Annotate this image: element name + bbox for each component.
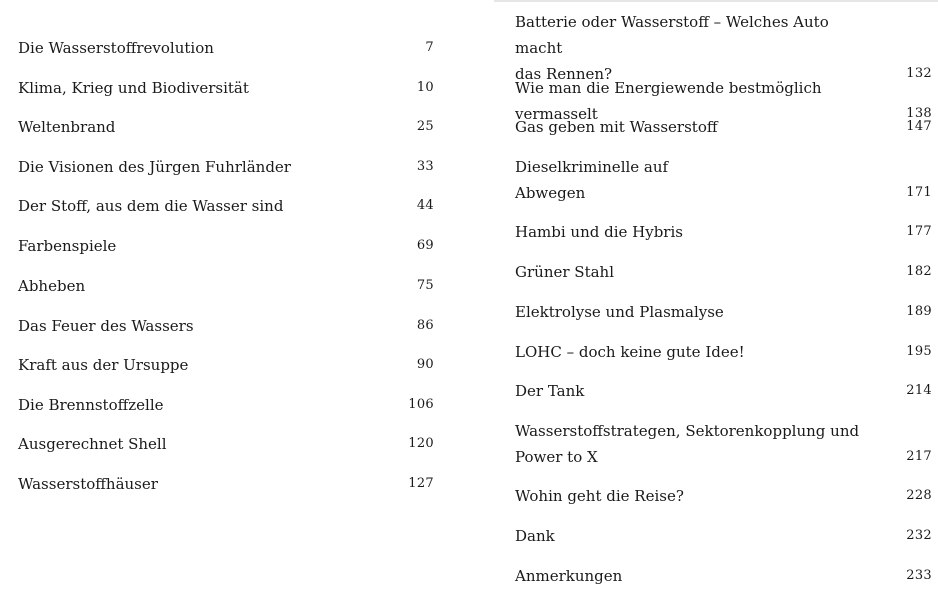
toc-entry-title: Das Feuer des Wassers: [18, 317, 194, 335]
toc-entry-title: Dank: [515, 527, 555, 545]
toc-entry[interactable]: [18, 75, 434, 101]
toc-entry-page: 127: [408, 476, 434, 491]
toc-entry[interactable]: [515, 523, 932, 549]
toc-entry-title: Abheben: [18, 277, 86, 295]
toc-entry[interactable]: [515, 299, 932, 325]
toc-entry[interactable]: [515, 219, 932, 245]
toc-entry-title: Dieselkriminelle auf Abwegen: [515, 158, 669, 202]
toc-entry-page: 75: [416, 278, 434, 293]
toc-entry-page: 7: [425, 40, 434, 55]
toc-entry-page: 90: [416, 357, 434, 372]
toc-entry-title: Klima, Krieg und Biodiversität: [18, 79, 249, 97]
toc-entry-page: 232: [906, 528, 932, 543]
toc-entry-title: Der Tank: [515, 382, 585, 400]
toc-entry-title: Wasserstoffstrategen, Sektorenkopplung und Power to X: [515, 422, 860, 466]
toc-entry[interactable]: [18, 233, 434, 259]
toc-entry[interactable]: [18, 114, 434, 140]
page-top-rule: [494, 0, 938, 2]
toc-entry[interactable]: [515, 154, 932, 206]
toc-entry-title: Farbenspiele: [18, 237, 117, 255]
toc-entry[interactable]: [515, 563, 932, 589]
toc-entry-title: Die Visionen des Jürgen Fuhrländer: [18, 158, 291, 176]
toc-entry-page: 132: [906, 66, 932, 81]
toc-entry[interactable]: [18, 313, 434, 339]
toc-entry-title: Elektrolyse und Plasmalyse: [515, 303, 724, 321]
toc-entry-title: Wasserstoffhäuser: [18, 475, 158, 493]
toc-entry-page: 69: [416, 238, 434, 253]
toc-entry-title: Kraft aus der Ursuppe: [18, 356, 189, 374]
toc-entry-page: 182: [906, 264, 932, 279]
toc-entry-page: 44: [416, 198, 434, 213]
toc-entry-title: Anmerkungen: [515, 567, 623, 585]
toc-entry-page: 120: [408, 436, 434, 451]
toc-entry-title: Wohin geht die Reise?: [515, 487, 684, 505]
toc-entry[interactable]: [515, 378, 932, 404]
toc-entry-page: 106: [408, 397, 434, 412]
toc-entry-title: Hambi und die Hybris: [515, 223, 683, 241]
toc-entry-page: 138: [906, 106, 932, 121]
toc-entry-page: 171: [906, 185, 932, 200]
toc-entry-page: 233: [906, 568, 932, 583]
toc-entry[interactable]: [18, 273, 434, 299]
toc-entry-page: 177: [906, 224, 932, 239]
toc-entry-page: 195: [906, 344, 932, 359]
toc-entry-title: Wie man die Energiewende bestmöglich vermasselt: [515, 79, 822, 123]
toc-entry[interactable]: [18, 352, 434, 378]
toc-entry-page: 147: [906, 119, 932, 134]
toc-entry-title: Ausgerechnet Shell: [18, 435, 167, 453]
toc-entry[interactable]: [515, 339, 932, 365]
toc-entry[interactable]: [18, 154, 434, 180]
toc-entry[interactable]: [515, 114, 932, 140]
toc-entry[interactable]: [515, 483, 932, 509]
toc-entry-page: 33: [416, 159, 434, 174]
toc-entry-page: 228: [906, 488, 932, 503]
toc-entry-page: 86: [416, 318, 434, 333]
toc-entry[interactable]: [18, 431, 434, 457]
toc-entry-title: Die Brennstoffzelle: [18, 396, 164, 414]
toc-entry-title: Weltenbrand: [18, 118, 116, 136]
toc-entry-title: Gas geben mit Wasserstoff: [515, 118, 718, 136]
toc-entry-page: 189: [906, 304, 932, 319]
toc-entry[interactable]: [18, 35, 434, 61]
toc-entry[interactable]: [18, 471, 434, 497]
toc-entry-title: Die Wasserstoffrevolution: [18, 39, 214, 57]
toc-entry[interactable]: [515, 259, 932, 285]
toc-entry[interactable]: [18, 392, 434, 418]
toc-entry-title: LOHC – doch keine gute Idee!: [515, 343, 745, 361]
toc-entry-page: 10: [416, 80, 434, 95]
toc-entry-page: 217: [906, 449, 932, 464]
toc-entry-page: 214: [906, 383, 932, 398]
toc-entry-page: 25: [416, 119, 434, 134]
toc-entry[interactable]: [515, 418, 932, 470]
toc-entry-title: Grüner Stahl: [515, 263, 614, 281]
toc-entry[interactable]: [18, 193, 434, 219]
toc-entry-title: Der Stoff, aus dem die Wasser sind: [18, 197, 284, 215]
toc-entry-title: Batterie oder Wasserstoff – Welches Auto macht das Rennen?: [515, 13, 829, 83]
